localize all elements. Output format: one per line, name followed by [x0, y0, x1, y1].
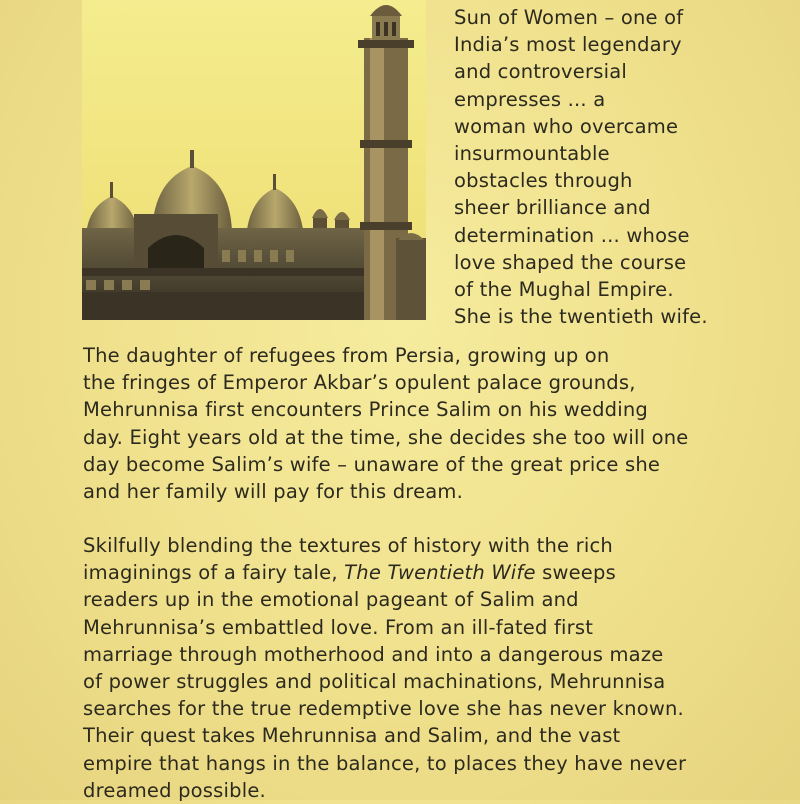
intro-line: determination ... whose [454, 223, 690, 247]
paragraph-description [83, 532, 795, 804]
text-line: The daughter of refugees from Persia, growing up on [83, 344, 610, 367]
text-fragment: imaginings of a fairy tale, [83, 561, 345, 585]
text-line: day become Salim’s wife – unaware of the great price she [83, 452, 661, 476]
intro-line: love shaped the course [454, 250, 687, 274]
text-line: Skilfully blending the textures of history with the rich [83, 534, 613, 557]
text-line: day. Eight years old at the time, she decides she too will one [83, 425, 689, 449]
intro-line: of the Mughal Empire. [454, 278, 674, 302]
text-line-with-title [83, 559, 795, 586]
intro-line: She is the twentieth wife. [454, 305, 708, 329]
intro-line: Sun of Women – one of [454, 6, 684, 29]
text-line: readers up in the emotional pageant of Salim and [83, 588, 579, 612]
text-line: Mehrunnisa first encounters Prince Salim on his wedding [83, 398, 649, 422]
mosque-photo [82, 0, 426, 320]
book-title: The Twentieth Wife [344, 561, 536, 585]
text-line: searches for the true redemptive love she has never known. [83, 697, 684, 721]
text-line: and her family will pay for this dream. [83, 480, 464, 504]
paragraph-synopsis [83, 342, 795, 505]
intro-blurb [454, 4, 794, 330]
intro-line: sheer brilliance and [454, 196, 651, 220]
text-fragment: sweeps [535, 561, 616, 585]
text-line: of power struggles and political machinations, Mehrunnisa [83, 670, 666, 694]
intro-line: empresses ... a [454, 87, 606, 111]
text-line: Their quest takes Mehrunnisa and Salim, and the vast [83, 724, 621, 748]
text-line: the fringes of Emperor Akbar’s opulent palace grounds, [83, 371, 636, 395]
text-line: empire that hangs in the balance, to places they have never [83, 751, 687, 775]
text-line: dreamed possible. [83, 778, 266, 802]
text-line: Mehrunnisa’s embattled love. From an ill-fated first [83, 615, 594, 639]
text-line: marriage through motherhood and into a dangerous maze [83, 642, 664, 666]
intro-line: India’s most legendary [454, 33, 682, 57]
intro-line: woman who overcame [454, 114, 679, 138]
intro-line: and controversial [454, 60, 627, 84]
intro-line: obstacles through [454, 169, 633, 193]
intro-line: insurmountable [454, 142, 610, 166]
